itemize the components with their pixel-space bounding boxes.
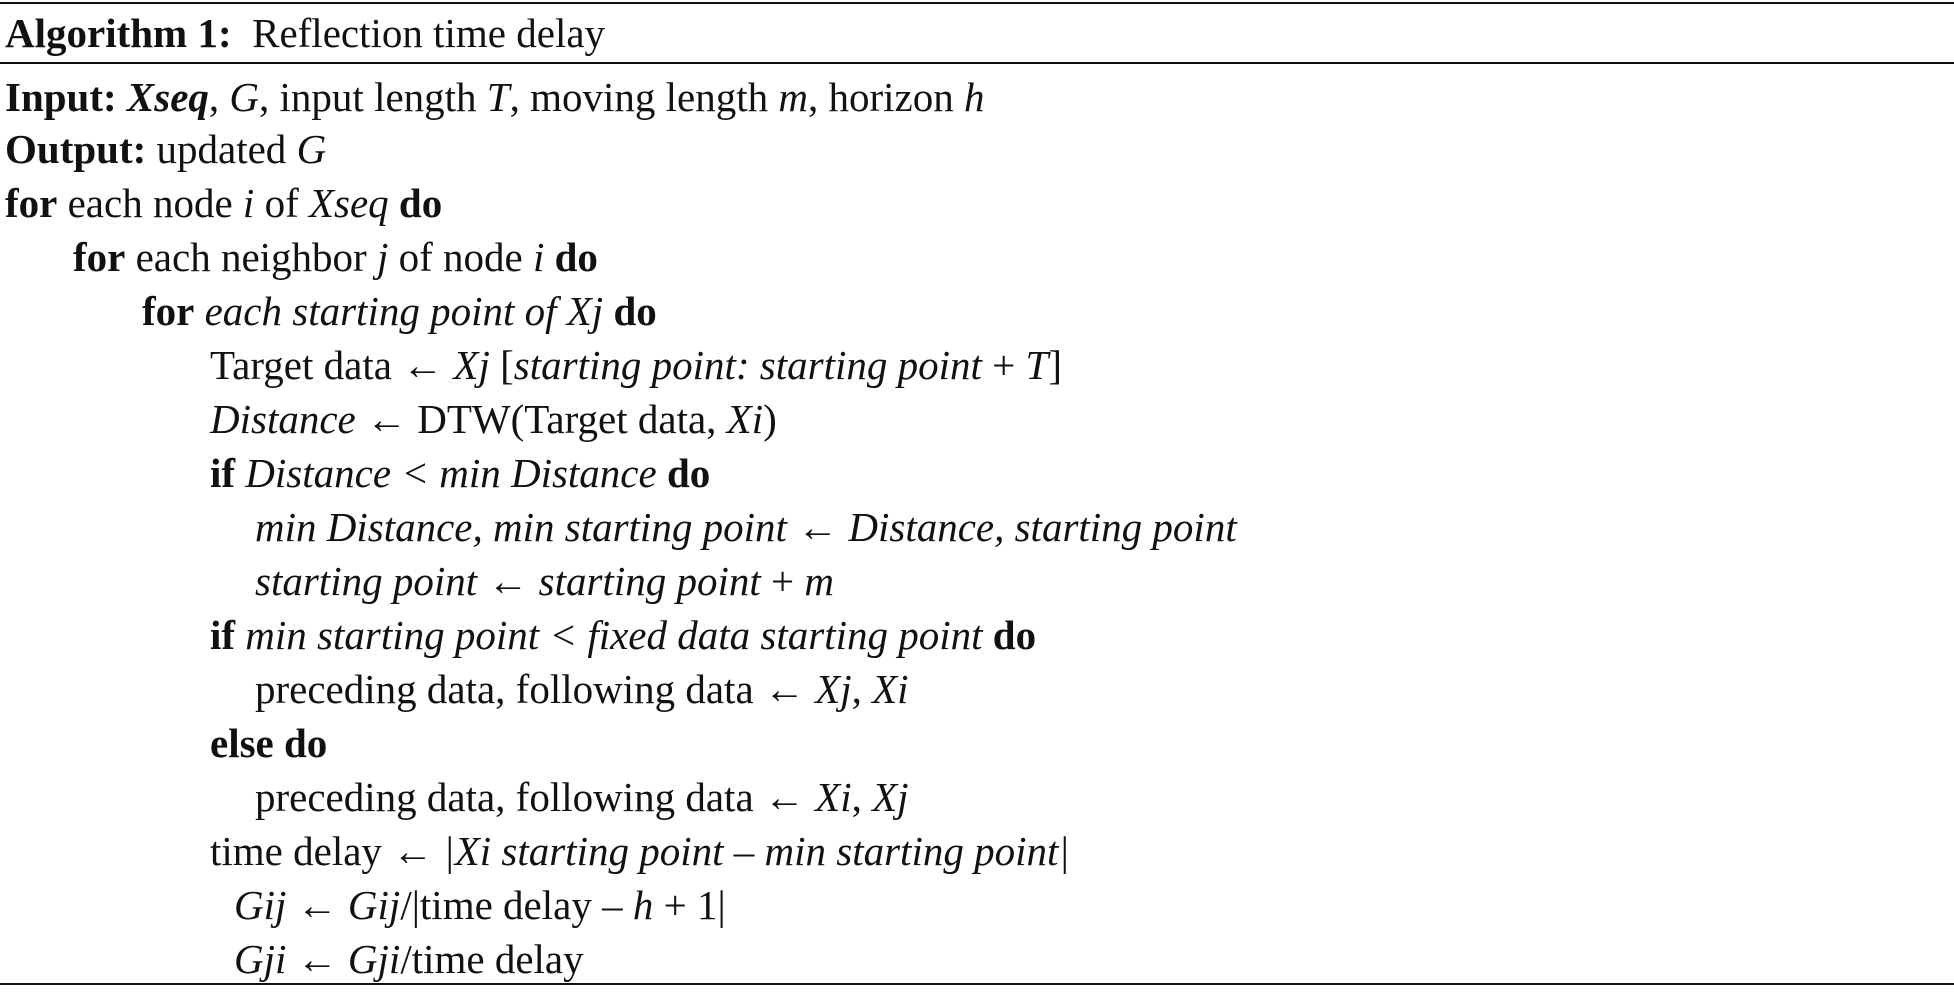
algorithm-title (5, 8, 605, 58)
assign-arrow: ← (392, 828, 434, 874)
input-text: horizon (828, 74, 954, 120)
top-rule (0, 2, 1954, 4)
var-gji: Gji (347, 936, 401, 982)
var-xi: Xi (726, 396, 764, 442)
if-condition: Distance < min Distance (245, 450, 657, 496)
var-xi: Xi (872, 666, 909, 712)
comma: , (851, 666, 862, 712)
time-delay-line (210, 826, 1070, 876)
input-m: m (778, 74, 808, 120)
assign-value: /time delay (400, 936, 584, 982)
assign-target: time delay (210, 828, 382, 874)
loop-text: of (264, 180, 299, 226)
input-line (5, 72, 984, 122)
var-j: j (376, 234, 389, 280)
input-h: h (963, 74, 985, 120)
assign-value: Distance, starting point (848, 504, 1237, 550)
loop-text: each neighbor (135, 234, 367, 280)
output-keyword: Output: (5, 126, 147, 172)
assign-target: Distance (210, 396, 356, 442)
plus-sign: + (992, 342, 1016, 388)
var-t: T (1025, 342, 1049, 388)
bottom-rule (0, 983, 1954, 985)
assign-arrow: ← (763, 774, 805, 820)
for-keyword: for (5, 180, 58, 226)
do-keyword: do (554, 234, 598, 280)
comma: , (208, 74, 220, 120)
do-keyword: do (613, 288, 657, 334)
distance-line (210, 394, 777, 444)
plus-sign: + (771, 558, 795, 604)
step-line (255, 556, 834, 606)
var-xi: Xi (815, 774, 852, 820)
if-condition: min starting point < fixed data starting point (245, 612, 983, 658)
comma: , (807, 74, 819, 120)
algorithm-label: Algorithm 1: (5, 10, 232, 56)
comma: , (851, 774, 862, 820)
assign-arrow: ← (296, 882, 338, 928)
assign-arrow: ← (797, 504, 839, 550)
else-line (210, 718, 327, 768)
loop-node-line (5, 178, 442, 228)
preceding-line-b (255, 772, 909, 822)
output-text: updated (156, 126, 287, 172)
var-xj: Xj (815, 666, 852, 712)
output-g: G (296, 126, 327, 172)
do-keyword: do (992, 612, 1037, 658)
loop-text: of node (398, 234, 523, 280)
preceding-line-a (255, 664, 909, 714)
assign-target: Target data (210, 342, 392, 388)
assign-arrow: ← (296, 936, 338, 982)
min-update-line (255, 502, 1237, 552)
if-keyword: if (210, 612, 236, 658)
if-fixed-line (210, 610, 1036, 660)
input-text: moving length (530, 74, 769, 120)
output-line (5, 124, 326, 174)
loop-start-line (142, 286, 657, 336)
var-gij: Gij (234, 882, 287, 928)
var-gij: Gij (347, 882, 401, 928)
for-keyword: for (142, 288, 195, 334)
var-i: i (242, 180, 255, 226)
input-keyword: Input: (5, 74, 117, 120)
do-keyword: do (398, 180, 443, 226)
assign-value: starting point (538, 558, 761, 604)
var-xseq: Xseq (308, 180, 389, 226)
assign-value: + 1| (663, 882, 726, 928)
comma: , (509, 74, 520, 120)
input-t: T (486, 74, 510, 120)
bracket-open: [ (500, 342, 514, 388)
assign-arrow: ← (763, 666, 805, 712)
do-keyword: do (666, 450, 711, 496)
range-expression: starting point: starting point (513, 342, 982, 388)
var-m: m (804, 558, 834, 604)
assign-target: min Distance, min starting point (255, 504, 787, 550)
paren-close: ) (763, 396, 777, 442)
var-xj: Xj (872, 774, 909, 820)
assign-arrow: ← (402, 342, 444, 388)
assign-target: starting point (255, 558, 478, 604)
loop-text: each node (67, 180, 233, 226)
var-gji: Gji (234, 936, 287, 982)
loop-neighbor-line (73, 232, 598, 282)
gji-update-line (234, 934, 584, 984)
var-i: i (532, 234, 545, 280)
comma: , (259, 74, 270, 120)
target-data-line (210, 340, 1062, 390)
gij-update-line (234, 880, 726, 930)
dtw-call: DTW(Target data, (417, 396, 717, 442)
loop-condition: each starting point of Xj (204, 288, 604, 334)
bracket-close: ] (1048, 342, 1062, 388)
algorithm-name: Reflection time delay (252, 10, 606, 56)
if-keyword: if (210, 450, 236, 496)
input-g: G (229, 74, 260, 120)
if-distance-line (210, 448, 710, 498)
assign-target: preceding data, following data (255, 774, 754, 820)
for-keyword: for (73, 234, 126, 280)
assign-arrow: ← (366, 396, 407, 442)
input-text: input length (279, 74, 477, 120)
else-keyword: else do (210, 720, 328, 766)
assign-target: preceding data, following data (255, 666, 754, 712)
assign-arrow: ← (487, 558, 529, 604)
var-xj: Xj (453, 342, 490, 388)
title-rule (0, 62, 1954, 64)
assign-value: /|time delay – (400, 882, 623, 928)
input-xseq: Xseq (126, 74, 209, 120)
assign-value: |Xi starting point – min starting point| (443, 828, 1070, 874)
var-h: h (632, 882, 654, 928)
